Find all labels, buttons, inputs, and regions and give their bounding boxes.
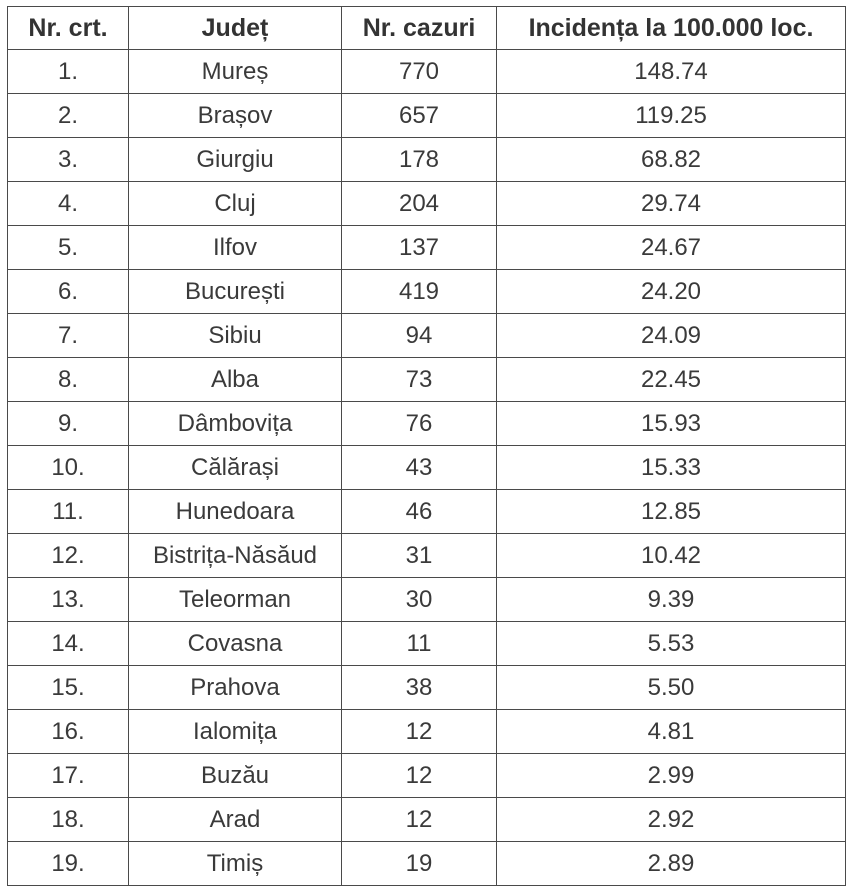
- row-number-cell: 16.: [8, 710, 129, 754]
- county-cell: Bistrița-Năsăud: [129, 534, 342, 578]
- row-number-cell: 11.: [8, 490, 129, 534]
- cases-table-container: [7, 6, 846, 886]
- table-row: [8, 534, 846, 578]
- case-count-cell: 30: [342, 578, 497, 622]
- county-cell: Ilfov: [129, 226, 342, 270]
- row-number-cell: 7.: [8, 314, 129, 358]
- incidence-cell: 29.74: [497, 182, 846, 226]
- case-count-cell: 770: [342, 50, 497, 94]
- case-count-cell: 19: [342, 842, 497, 886]
- incidence-cell: 10.42: [497, 534, 846, 578]
- row-number-cell: 3.: [8, 138, 129, 182]
- table-row: [8, 402, 846, 446]
- county-cell: Hunedoara: [129, 490, 342, 534]
- header-nr-crt: Nr. crt.: [8, 7, 129, 50]
- table-row: [8, 182, 846, 226]
- incidence-cell: 2.99: [497, 754, 846, 798]
- case-count-cell: 12: [342, 754, 497, 798]
- county-cell: Dâmbovița: [129, 402, 342, 446]
- row-number-cell: 14.: [8, 622, 129, 666]
- row-number-cell: 17.: [8, 754, 129, 798]
- row-number-cell: 13.: [8, 578, 129, 622]
- incidence-cell: 15.33: [497, 446, 846, 490]
- county-cell: Covasna: [129, 622, 342, 666]
- incidence-cell: 2.89: [497, 842, 846, 886]
- table-row: [8, 754, 846, 798]
- case-count-cell: 11: [342, 622, 497, 666]
- case-count-cell: 12: [342, 798, 497, 842]
- table-row: [8, 666, 846, 710]
- table-row: [8, 358, 846, 402]
- table-row: [8, 94, 846, 138]
- row-number-cell: 10.: [8, 446, 129, 490]
- table-body: [8, 50, 846, 886]
- case-count-cell: 31: [342, 534, 497, 578]
- table-row: [8, 622, 846, 666]
- case-count-cell: 38: [342, 666, 497, 710]
- cases-by-county-table: [7, 6, 846, 886]
- incidence-cell: 68.82: [497, 138, 846, 182]
- table-row: [8, 314, 846, 358]
- case-count-cell: 43: [342, 446, 497, 490]
- county-cell: Brașov: [129, 94, 342, 138]
- header-nr-cazuri: Nr. cazuri: [342, 7, 497, 50]
- table-row: [8, 50, 846, 94]
- table-row: [8, 270, 846, 314]
- row-number-cell: 5.: [8, 226, 129, 270]
- table-row: [8, 446, 846, 490]
- header-incidenta: Incidența la 100.000 loc.: [497, 7, 846, 50]
- case-count-cell: 76: [342, 402, 497, 446]
- case-count-cell: 657: [342, 94, 497, 138]
- county-cell: București: [129, 270, 342, 314]
- county-cell: Călărași: [129, 446, 342, 490]
- table-header-row: [8, 7, 846, 50]
- row-number-cell: 19.: [8, 842, 129, 886]
- row-number-cell: 12.: [8, 534, 129, 578]
- row-number-cell: 2.: [8, 94, 129, 138]
- county-cell: Buzău: [129, 754, 342, 798]
- county-cell: Sibiu: [129, 314, 342, 358]
- county-cell: Ialomița: [129, 710, 342, 754]
- table-row: [8, 842, 846, 886]
- incidence-cell: 12.85: [497, 490, 846, 534]
- incidence-cell: 24.09: [497, 314, 846, 358]
- table-row: [8, 710, 846, 754]
- table-row: [8, 490, 846, 534]
- table-row: [8, 226, 846, 270]
- case-count-cell: 419: [342, 270, 497, 314]
- county-cell: Timiș: [129, 842, 342, 886]
- incidence-cell: 24.20: [497, 270, 846, 314]
- row-number-cell: 9.: [8, 402, 129, 446]
- county-cell: Cluj: [129, 182, 342, 226]
- county-cell: Prahova: [129, 666, 342, 710]
- case-count-cell: 178: [342, 138, 497, 182]
- case-count-cell: 137: [342, 226, 497, 270]
- row-number-cell: 8.: [8, 358, 129, 402]
- table-row: [8, 578, 846, 622]
- header-judet: Județ: [129, 7, 342, 50]
- incidence-cell: 5.53: [497, 622, 846, 666]
- row-number-cell: 4.: [8, 182, 129, 226]
- county-cell: Giurgiu: [129, 138, 342, 182]
- case-count-cell: 12: [342, 710, 497, 754]
- case-count-cell: 204: [342, 182, 497, 226]
- incidence-cell: 2.92: [497, 798, 846, 842]
- incidence-cell: 24.67: [497, 226, 846, 270]
- incidence-cell: 119.25: [497, 94, 846, 138]
- county-cell: Arad: [129, 798, 342, 842]
- table-row: [8, 138, 846, 182]
- case-count-cell: 46: [342, 490, 497, 534]
- table-row: [8, 798, 846, 842]
- incidence-cell: 22.45: [497, 358, 846, 402]
- row-number-cell: 18.: [8, 798, 129, 842]
- incidence-cell: 4.81: [497, 710, 846, 754]
- row-number-cell: 6.: [8, 270, 129, 314]
- case-count-cell: 73: [342, 358, 497, 402]
- incidence-cell: 5.50: [497, 666, 846, 710]
- case-count-cell: 94: [342, 314, 497, 358]
- county-cell: Alba: [129, 358, 342, 402]
- county-cell: Mureș: [129, 50, 342, 94]
- row-number-cell: 1.: [8, 50, 129, 94]
- incidence-cell: 15.93: [497, 402, 846, 446]
- row-number-cell: 15.: [8, 666, 129, 710]
- incidence-cell: 148.74: [497, 50, 846, 94]
- county-cell: Teleorman: [129, 578, 342, 622]
- incidence-cell: 9.39: [497, 578, 846, 622]
